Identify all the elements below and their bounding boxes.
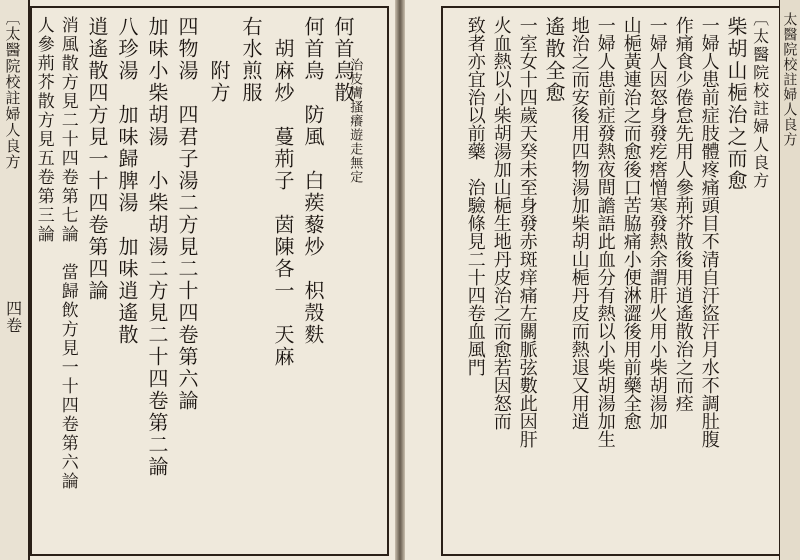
left-page	[0, 0, 395, 560]
text-column: 一婦人患前症發熱夜間譫語此血分有熱以小柴胡湯加生	[594, 16, 616, 448]
text-column: 加味小柴胡湯 小柴胡湯二方見二十四卷第二論	[145, 16, 169, 478]
text-column: 右水煎服	[239, 16, 263, 104]
text-column: 地治之而安後用四物湯加柴胡山梔丹皮而熱退又用逍	[568, 16, 590, 430]
text-column: 〔太醫院校註婦人良方	[750, 10, 770, 190]
text-column: 致者亦宜治以前藥 治驗條見二十四卷血風門	[464, 16, 486, 376]
text-column: 一室女十四歲天癸未至身發赤斑痒痛左關脈弦數此因肝	[516, 16, 538, 448]
margin-title: 〔太醫院校註婦人良方	[3, 10, 22, 170]
right-fold-strip	[779, 0, 800, 560]
book-gutter	[395, 0, 405, 560]
margin-volume: 四卷	[3, 300, 23, 334]
text-column: 何首烏散	[331, 16, 355, 104]
text-column: 附方	[207, 60, 231, 104]
text-column: 人參荊芥散方見五卷第三論	[33, 16, 54, 244]
text-column: 山梔黃連治之而愈後口苦脇痛小便淋澀後用前藥全愈	[620, 16, 642, 430]
text-column: 作痛食少倦怠先用人參荊芥散後用逍遙散治之而痊	[672, 16, 694, 412]
text-column: 八珍湯 加味歸脾湯 加味逍遙散	[115, 16, 139, 346]
text-column: 消風散方見二十四卷第七論 當歸飲方見一十四卷第六論	[57, 16, 78, 491]
text-column: 逍遙散四方見一十四卷第四論	[85, 16, 109, 302]
text-column: 四物湯 四君子湯二方見二十四卷第六論	[175, 16, 199, 412]
text-column: 治皮膚搔癢遊走無定	[347, 30, 363, 184]
text-column: 火血熱以小柴胡湯加山梔生地丹皮治之而愈若因怒而	[490, 16, 512, 430]
fold-title: 太醫院校註婦人良方	[781, 12, 798, 147]
right-page	[405, 0, 800, 560]
left-margin-strip	[0, 0, 30, 560]
text-column: 一婦人因怒身發疙瘩憎寒發熱余謂肝火用小柴胡湯加	[646, 16, 668, 430]
text-column: 一婦人患前症肢體疼痛頭目不清自汗盜汗月水不調肚腹	[698, 16, 720, 448]
text-column: 柴胡山梔治之而愈	[724, 16, 748, 192]
text-column: 何首烏 防風 白蒺藜炒 枳殼麩	[301, 16, 325, 346]
text-column: 胡麻炒 蔓荊子 茵陳各一 天麻	[271, 16, 295, 368]
text-column: 遙散全愈	[542, 16, 566, 104]
